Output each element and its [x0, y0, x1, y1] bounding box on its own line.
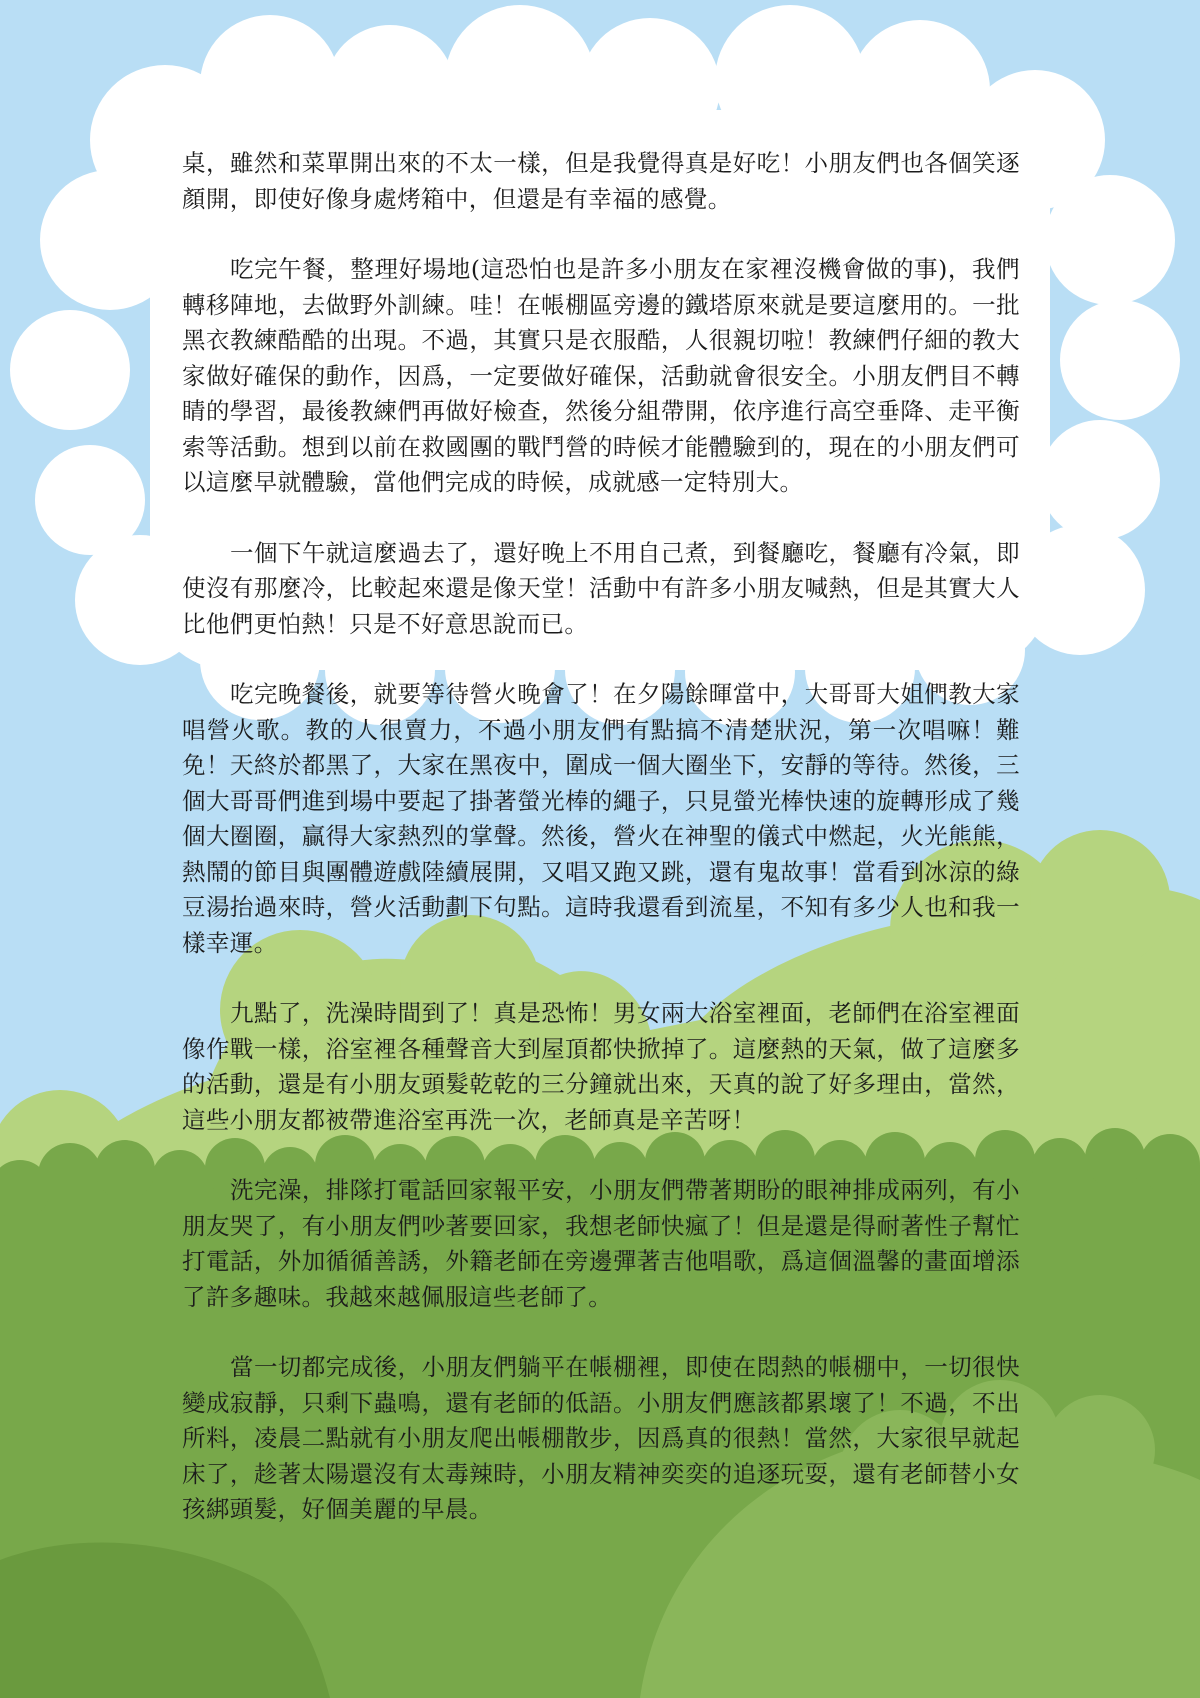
article-body — [182, 146, 1020, 1563]
paragraph-2: 吃完午餐，整理好場地(這恐怕也是許多小朋友在家裡沒機會做的事)，我們轉移陣地，去做野外訓練。哇！在帳棚區旁邊的鐵塔原來就是要這麼用的。一批黑衣教練酷酷的出現。不過，其實只是衣服酷，人很親切啦！教練們仔細的教大家做好確保的動作，因爲，一定要做好確保，活動就會很安全。小朋友們目不轉睛的學習，最後教練們再做好檢查，然後分組帶開，依序進行高空垂降、走平衡索等活動。想到以前在救國團的戰鬥營的時候才能體驗到的，現在的小朋友們可以這麼早就體驗，當他們完成的時候，成就感一定特別大。 — [182, 255, 1020, 496]
paragraph-7: 當一切都完成後，小朋友們躺平在帳棚裡，即使在悶熱的帳棚中，一切很快變成寂靜，只剩下蟲鳴，還有老師的低語。小朋友們應該都累壞了！不過，不出所料，凌晨二點就有小朋友爬出帳棚散步，因爲真的很熱！當然，大家很早就起床了，趁著太陽還沒有太毒辣時，小朋友精神奕奕的追逐玩耍，還有老師替小女孩綁頭髮，好個美麗的早晨。 — [182, 1353, 1020, 1523]
paragraph-3: 一個下午就這麼過去了，還好晚上不用自己煮，到餐廳吃，餐廳有冷氣，即使沒有那麼冷，比較起來還是像天堂！活動中有許多小朋友喊熱，但是其實大人比他們更怕熱！只是不好意思說而已。 — [182, 538, 1020, 638]
paragraph-5: 九點了，洗澡時間到了！真是恐怖！男女兩大浴室裡面，老師們在浴室裡面像作戰一樣，浴室裡各種聲音大到屋頂都快掀掉了。這麼熱的天氣，做了這麼多的活動，還是有小朋友頭髮乾乾的三分鐘就出來，天真的說了好多理由，當然，這些小朋友都被帶進浴室再洗一次，老師真是辛苦呀！ — [182, 999, 1020, 1134]
paragraph-6: 洗完澡，排隊打電話回家報平安，小朋友們帶著期盼的眼神排成兩列，有小朋友哭了，有小朋友們吵著要回家，我想老師快瘋了！但是還是得耐著性子幫忙打電話，外加循循善誘，外籍老師在旁邊彈著吉他唱歌，爲這個溫馨的畫面增添了許多趣味。我越來越佩服這些老師了。 — [182, 1176, 1020, 1311]
paragraph-4: 吃完晚餐後，就要等待營火晚會了！在夕陽餘暉當中，大哥哥大姐們教大家唱營火歌。教的人很賣力，不過小朋友們有點搞不清楚狀況，第一次唱嘛！難免！天終於都黑了，大家在黑夜中，圍成一個大圈坐下，安靜的等待。然後，三個大哥哥們進到場中要起了掛著螢光棒的繩子，只見螢光棒快速的旋轉形成了幾個大圈圈，贏得大家熱烈的掌聲。然後，營火在神聖的儀式中燃起，火光熊熊，熱鬧的節目與團體遊戲陸續展開，又唱又跑又跳，還有鬼故事！當看到冰涼的綠豆湯抬過來時，營火活動劃下句點。這時我還看到流星，不知有多少人也和我一樣幸運。 — [182, 680, 1020, 957]
paragraph-1: 桌，雖然和菜單開出來的不太一樣，但是我覺得真是好吃！小朋友們也各個笑逐顏開，即使好像身處烤箱中，但還是有幸福的感覺。 — [182, 149, 1020, 213]
